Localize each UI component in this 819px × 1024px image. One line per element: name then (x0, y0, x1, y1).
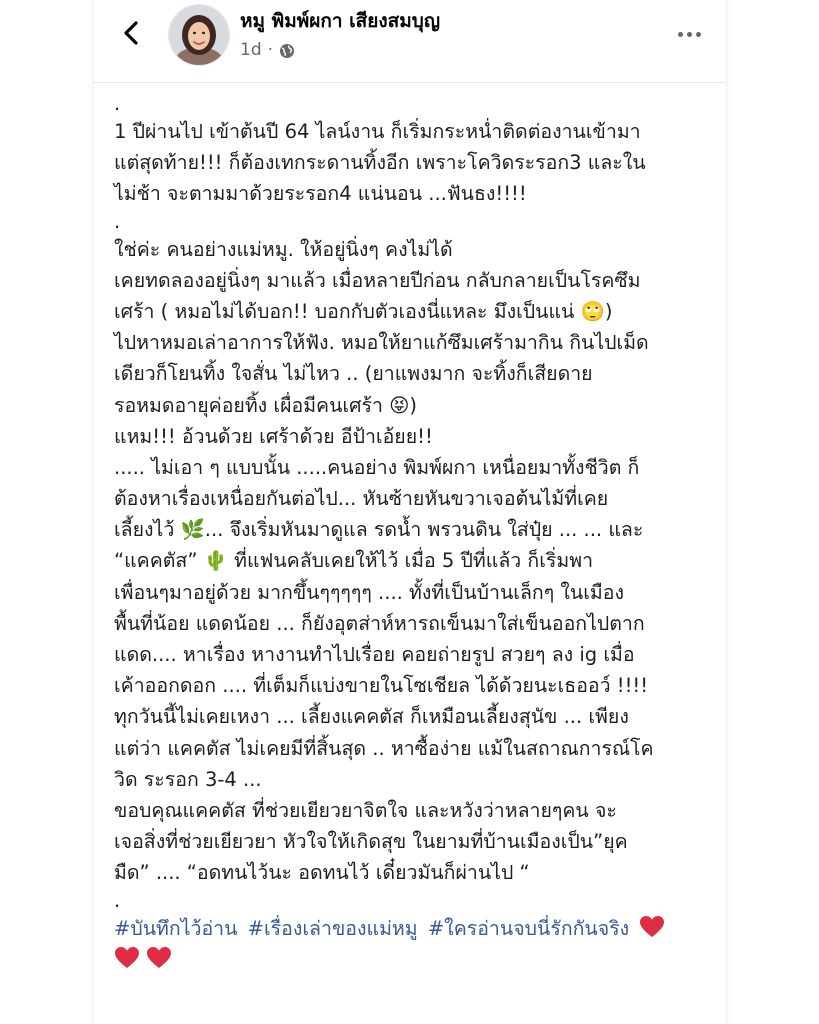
post-text-line: เคยทดลองอยู่นิ่งๆ มาแล้ว เมื่อหลายปีก่อน กลับกลายเป็นโรคซึม (114, 268, 641, 292)
heart-icon (639, 917, 665, 940)
post-text-line: มืด” .... “อดทนไว้นะ อดทนไว้ เดี๋ยวมันก็ผ่านไป “ (114, 861, 530, 885)
post-body (114, 92, 714, 984)
post-text-line: ไปหาหมอเล่าอาการให้ฟัง. หมอให้ยาแก้ซึมเศร้ามากิน กินไปเม็ด (114, 331, 649, 355)
post-screen (94, 0, 726, 1024)
post-text-line: เศร้า ( หมอไม่ได้บอก!! บอกกับตัวเองนี่แหละ มึงเป็นแน่ 🙄) (114, 299, 613, 323)
hashtag-link[interactable]: #เรื่องเล่าของแม่หมู (247, 916, 418, 940)
post-text-line: 1 ปีผ่านไป เข้าต้นปี 64 ไลน์งาน ก็เริ่มกระหน่ำติดต่องานเข้ามา (114, 120, 641, 143)
post-header (94, 0, 726, 82)
more-options-icon[interactable] (672, 24, 706, 44)
hashtag-link[interactable]: #ใครอ่านจบนี่รักกันจริง (427, 916, 630, 940)
heart-row (114, 944, 714, 984)
post-text-line: เค้าออกดอก .... ที่เต็มก็แบ่งขายในโซเชียล ได้ด้วยนะเธออว์ !!!! (114, 674, 649, 698)
post-text-line: เพื่อนๆมาอยู่ด้วย มากขึ้นๆๆๆๆๆ .... ทั้งที่เป็นบ้านเล็กๆ ในเมือง (114, 580, 624, 604)
post-text-line: แหม!!! อ้วนด้วย เศร้าด้วย อีป้าเอ้ยย!! (114, 424, 433, 448)
post-text-line: แต่สุดท้าย!!! ก็ต้องเทกระดานทิ้งอีก เพราะโควิดระรอก3 และใน (114, 151, 646, 175)
back-arrow-icon[interactable] (118, 20, 144, 46)
dot-separator: · (267, 40, 274, 60)
post-text-line: “แคคตัส” 🌵 ที่แฟนคลับเคยให้ไว้ เมื่อ 5 ปีที่แล้ว ก็เริ่มพา (114, 549, 594, 573)
author-name[interactable]: หมู พิมพ์ผกา เสียงสมบุญ (240, 10, 441, 32)
hashtag-link[interactable]: #บันทึกไว้อ่าน (114, 916, 238, 940)
hashtag-row (114, 913, 714, 944)
post-text-line: พื้นที่น้อย แดดน้อย ... ก็ยังอุตส่าห์หารถเข็นมาใส่เข็นออกไปตาก (114, 611, 645, 635)
post-text-line: . (114, 209, 121, 233)
post-text-line: ..... ไม่เอา ๆ แบบนั้น .....คนอย่าง พิมพ์ผกา เหนื่อยมาทั้งชีวิต ก็ (114, 455, 640, 479)
post-text-line: เลี้ยงไว้ 🌿... จึงเริ่มหันมาดูแล รดน้ำ พรวนดิน ใส่ปุ๋ย ... ... และ (114, 518, 644, 542)
post-timestamp[interactable]: 1d (240, 40, 262, 60)
post-text-line: แดด.... หาเรื่อง หางานทำไปเรื่อย คอยถ่ายรูป สวยๆ ลง ig เมื่อ (114, 643, 635, 666)
post-text-line: . (114, 888, 121, 912)
post-text-line: ต้องหาเรื่องเหนื่อยกันต่อไป... หันซ้ายหันขวาเจอต้นไม้ที่เคย (114, 487, 609, 511)
post-text-line: เจอสิ่งที่ช่วยเยียวยา หัวใจให้เกิดสุข ในยามที่บ้านเมืองเป็น”ยุค (114, 830, 628, 854)
post-text-line: แต่ว่า แคคตัส ไม่เคยมีที่สิ้นสุด .. หาซื้อง่าย แม้ในสถาณการณ์โค (114, 736, 654, 760)
post-meta (240, 40, 295, 60)
post-text-line: ทุกวันนี้ไม่เคยเหงา ... เลี้ยงแคคตัส ก็เหมือนเลี้ยงสุนัข ... เพียง (114, 705, 629, 729)
globe-icon (279, 40, 295, 60)
post-text-line: ใช่ค่ะ คนอย่างแม่หมู. ให้อยู่นิ่งๆ คงไม่ได้ (114, 237, 453, 261)
heart-icon (146, 948, 172, 971)
post-text-line: ไม่ช้า จะตามมาด้วยระรอก4 แน่นอน ...ฟันธง!!!! (114, 182, 527, 206)
heart-icon (114, 948, 146, 971)
post-text-line: . (114, 92, 121, 115)
right-edge-shadow (726, 0, 732, 1024)
post-text-line: เดียวก็โยนทิ้ง ใจสั่น ไม่ไหว .. (ยาแพงมาก จะทิ้งก็เสียดาย (114, 362, 593, 386)
post-text-line: รอหมดอายุค่อยทิ้ง เผื่อมีคนเศร้า 😝) (114, 393, 418, 417)
post-text-line: ขอบคุณแคคตัส ที่ช่วยเยียวยาจิตใจ และหวังว่าหลายๆคน จะ (114, 798, 617, 822)
post-text-line: วิด ระรอก 3-4 ... (114, 767, 262, 791)
header-divider (94, 82, 726, 83)
avatar[interactable] (168, 4, 230, 66)
